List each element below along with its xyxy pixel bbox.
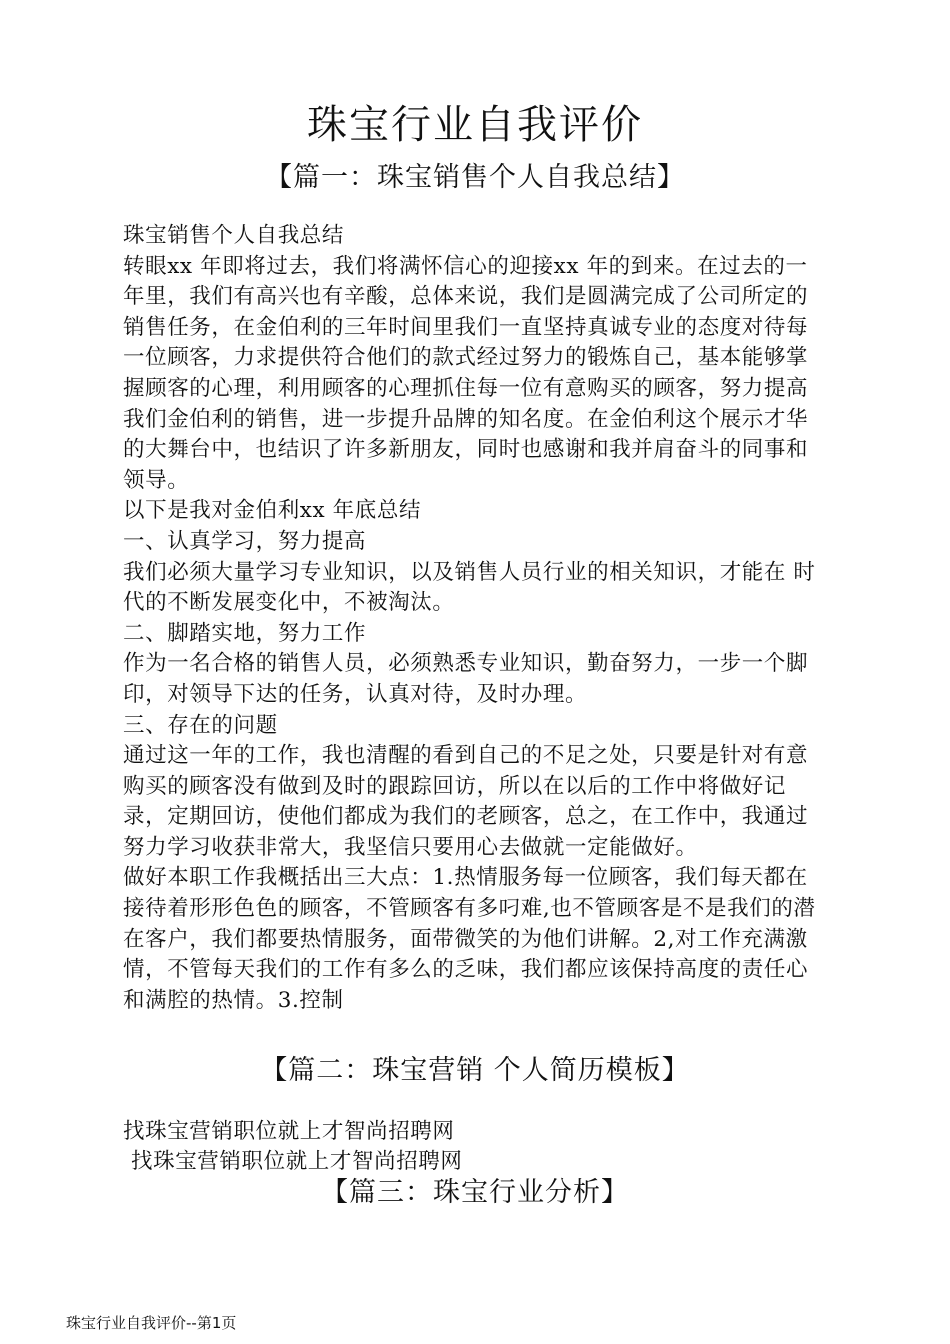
document-title: 珠宝行业自我评价 <box>307 102 643 148</box>
page-footer: 珠宝行业自我评价--第1页 <box>66 1314 237 1332</box>
subheading: 一、认真学习，努力提高 <box>123 528 367 554</box>
paragraph: 作为一名合格的销售人员，必须熟悉专业知识，勤奋努力，一步一个脚印，对领导下达的任务，认真对待，及时办理。 <box>123 651 809 707</box>
paragraph: 通过这一年的工作，我也清醒的看到自己的不足之处，只要是针对有意购买的顾客没有做到及时的跟踪回访，所以在以后的工作中将做好记录，定期回访，使他们都成为我们的老顾客，总之，在工作中，我通过努力学习收获非常大，我坚信只要用心去做就一定能做好。 <box>123 743 809 860</box>
paragraph: 做好本职工作我概括出三大点：1.热情服务每一位顾客，我们每天都在接待着形形色色的顾客，不管顾客有多叼难,也不管顾客是不是我们的潜在客户，我们都要热情服务，面带微笑的为他们讲解。2,对工作充满激情，不管每天我们的工作有多么的乏味，我们都应该保持高度的责任心和满腔的热情。3.控制 <box>123 865 816 1013</box>
section-2-body <box>123 1117 823 1177</box>
section-heading-3: 【篇三：珠宝行业分析】 <box>321 1177 629 1208</box>
section-1-body <box>117 221 825 1016</box>
paragraph <box>117 252 825 497</box>
paragraph: 我们必须大量学习专业知识，以及销售人员行业的相关知识，才能在 时代的不断发展变化中，不被淘汰。 <box>123 559 816 616</box>
section-heading-1: 【篇一：珠宝销售个人自我总结】 <box>265 162 685 193</box>
paragraph: 以下是我对金伯利xx 年底总结 <box>123 498 422 524</box>
section-heading-2: 【篇二：珠宝营销 个人简历模板】 <box>260 1055 690 1086</box>
paragraph: 找珠宝营销职位就上才智尚招聘网 <box>131 1149 463 1174</box>
subheading: 三、存在的问题 <box>123 712 278 738</box>
paragraph: 珠宝销售个人自我总结 <box>123 223 345 248</box>
paragraph: 找珠宝营销职位就上才智尚招聘网 <box>123 1119 455 1144</box>
paragraph-text: 转眼xx 年即将过去，我们将满怀信心的迎接xx 年的到来。在过去的一年里，我们有高兴也有辛酸，总体来说，我们是圆满完成了公司所定的销售任务，在金伯利的三年时间里我们一直坚持真诚专业的态度对待每一位顾客，力求提供符合他们的款式经过努力的锻炼自己，基本能够掌握顾客的心理，利用顾客的心理抓住每一位有意购买的顾客，努力提高我们金伯利的销售，进一步提升品牌的知名度。在金伯利这个展示才华的大舞台中，也结识了许多新朋友，同时也感谢和我并肩奋斗的同事和领导。 <box>123 253 809 493</box>
subheading: 二、脚踏实地，努力工作 <box>123 620 367 646</box>
